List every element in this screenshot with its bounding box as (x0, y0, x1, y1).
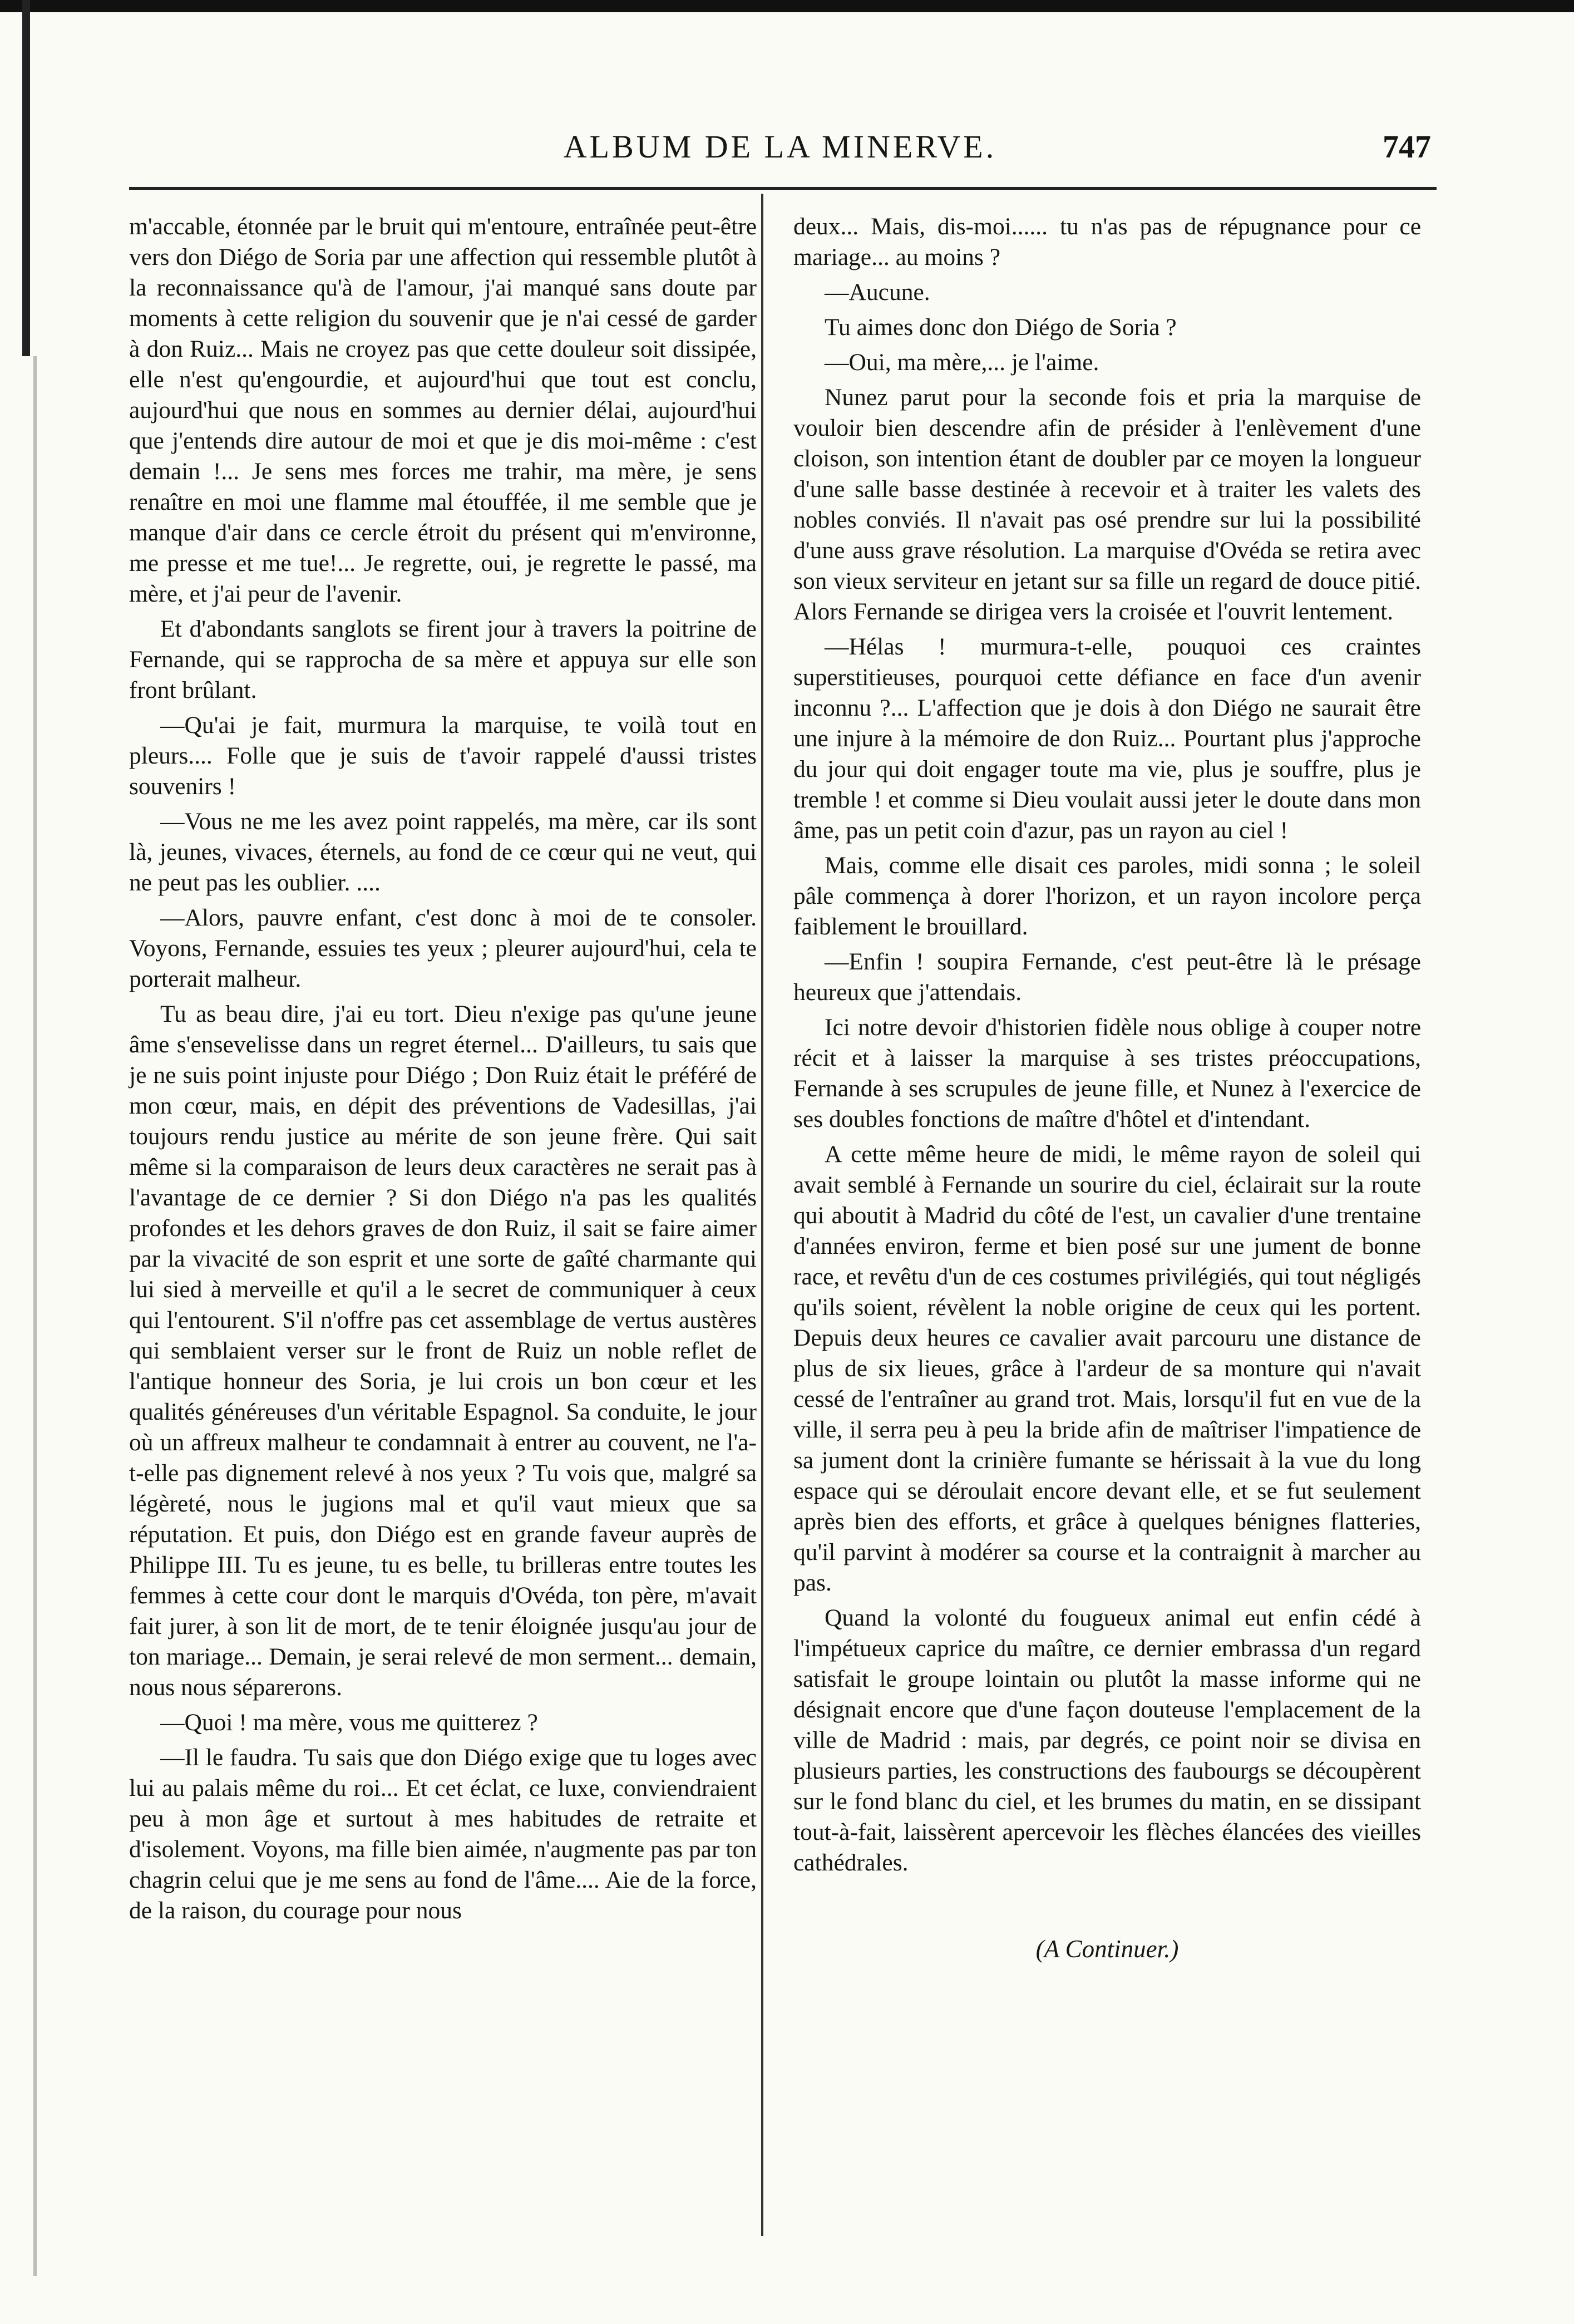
paragraph: —Enfin ! soupira Fernande, c'est peut-être là le présage heureux que j'attendais. (793, 948, 1421, 1006)
paragraph: —Hélas ! murmura-t-elle, pouquoi ces craintes superstitieuses, pourquoi cette défiance en face d'un avenir inconnu ?... L'affection que je dois à don Diégo ne saurait être une injure à la mémoire de don Ruiz... Pourtant plus j'approche du jour qui doit engager toute ma vie, plus je souffre, plus je tremble ! et comme si Dieu voulait aussi jeter le doute dans mon âme, pas un petit coin d'azur, pas un rayon au ciel ! (793, 633, 1421, 844)
paragraph: A cette même heure de midi, le même rayon de soleil qui avait semblé à Fernande un sourire du ciel, éclairait sur la route qui aboutit à Madrid du côté de l'est, un cavalier d'une trentaine d'années environ, ferme et bien posé sur une jument de bonne race, et revêtu d'un de ces costumes privilégiés, qui tout négligés qu'ils soient, révèlent la noble origine de ceux qui les portent. Depuis deux heures ce cavalier avait parcouru une distance de plus de six lieues, grâce à l'ardeur de sa monture qui n'avait cessé de l'entraîner au grand trot. Mais, lorsqu'il fut en vue de la ville, il serra peu à peu la bride afin de maîtriser l'impatience de sa jument dont la crinière fumante se hérissait à la vue du long espace qui se déroulait encore devant elle, et se fut seulement après bien des efforts, et grâce à quelques bénignes flatteries, qu'il parvint à modérer sa course et la contraignit à marcher au pas. (793, 1141, 1421, 1596)
paragraph: —Oui, ma mère,... je l'aime. (825, 349, 1099, 376)
paragraph: —Alors, pauvre enfant, c'est donc à moi de te consoler. Voyons, Fernande, essuies tes yeux ; pleurer aujourd'hui, cela te porterait malheur. (129, 904, 757, 992)
left-column (129, 211, 757, 1931)
paragraph: Tu as beau dire, j'ai eu tort. Dieu n'exige pas qu'une jeune âme s'ensevelisse dans un regret éternel... D'ailleurs, tu sais que je ne suis point injuste pour Diégo ; Don Ruiz était le préféré de mon cœur, mais, en dépit des préventions de Vadesillas, j'ai toujours rendu justice au mérite de son jeune frère. Qui sait même si la comparaison de leurs deux caractères ne serait pas à l'avantage de ce dernier ? Si don Diégo n'a pas les qualités profondes et les dehors graves de don Ruiz, il sait se faire aimer par la vivacité de son esprit et une sorte de gaîté charmante qui lui sied à merveille et qu'il a le secret de communiquer à ceux qui l'entourent. S'il n'offre pas cet assemblage de vertus austères qui semblaient verser sur le front de Ruiz un noble reflet de l'antique honneur des Soria, je lui crois un bon cœur et les qualités généreuses d'un véritable Espagnol. Sa conduite, le jour où un affreux malheur te condamnait à entrer au couvent, ne l'a-t-elle pas dignement relevé à nos yeux ? Tu vois que, malgré sa légèreté, nous le jugions mal et qu'il vaut mieux que sa réputation. Et puis, don Diégo est en grande faveur auprès de Philippe III. Tu es jeune, tu es belle, tu brilleras entre toutes les femmes à cette cour dont le marquis d'Ovéda, ton père, m'avait fait jurer, à son lit de mort, de te tenir éloignée jusqu'au jour de ton mariage... Demain, je serai relevé de mon serment... demain, nous nous séparerons. (129, 1001, 757, 1701)
paragraph: Et d'abondants sanglots se firent jour à travers la poitrine de Fernande, qui se rapprocha de sa mère et appuya sur elle son front brûlant. (129, 616, 757, 703)
continuation-note: (A Continuer.) (1035, 1935, 1179, 1963)
paragraph: Nunez parut pour la seconde fois et pria la marquise de vouloir bien descendre afin de présider à l'enlèvement d'une cloison, son intention étant de doubler par ce moyen la longueur d'une salle basse destinée à recevoir et à traiter les valets des nobles conviés. Il n'avait pas osé prendre sur lui la possibilité d'une auss grave résolution. La marquise d'Ovéda se retira avec son vieux serviteur en jetant sur sa fille un regard de douce pitié. Alors Fernande se dirigea vers la croisée et l'ouvrit lentement. (793, 384, 1421, 625)
paragraph: Quand la volonté du fougueux animal eut enfin cédé à l'impétueux caprice du maître, ce dernier embrassa d'un regard satisfait le groupe lointain ou plutôt la masse informe qui ne désignait encore que d'une façon douteuse l'emplacement de la ville de Madrid : mais, par degrés, ce point noir se divisa en plusieurs parties, les constructions des faubourgs se découpèrent sur le fond blanc du ciel, et les brumes du matin, en se dissipant tout-à-fait, laissèrent apercevoir les flèches élancées des vieilles cathédrales. (793, 1604, 1421, 1876)
paragraph: m'accable, étonnée par le bruit qui m'entoure, entraînée peut-être vers don Diégo de Soria par une affection qui ressemble plutôt à la reconnaissance qu'à de l'amour, j'ai manqué sans doute par moments à cette religion du souvenir que je n'ai cessé de garder à don Ruiz... Mais ne croyez pas que cette douleur soit dissipée, elle n'est qu'engourdie, et aujourd'hui que tout est conclu, aujourd'hui que nous en sommes au dernier délai, aujourd'hui que j'entends dire autour de moi et que je dis moi-même : c'est demain !... Je sens mes forces me trahir, ma mère, je sens renaître en moi une flamme mal étouffée, il me semble que je manque d'air dans ce cercle étroit du présent qui m'environne, me presse et me tue!... Je regrette, oui, je regrette le passé, ma mère, et j'ai peur de l'avenir. (129, 213, 757, 607)
column-divider (761, 194, 763, 2236)
paragraph: Tu aimes donc don Diégo de Soria ? (825, 314, 1177, 341)
paragraph: —Vous ne me les avez point rappelés, ma mère, car ils sont là, jeunes, vivaces, éternels, au fond de ce cœur qui ne veut, qui ne peut pas les oublier. .... (129, 808, 757, 896)
paragraph: —Il le faudra. Tu sais que don Diégo exige que tu loges avec lui au palais même du roi... Et cet éclat, ce luxe, conviendraient peu à mon âge et surtout à mes habitudes de retraite et d'isolement. Voyons, ma fille bien aimée, n'augmente pas par ton chagrin celui que je me sens au fond de l'âme.... Aie de la force, de la raison, du courage pour nous (129, 1744, 757, 1924)
scan-top-edge (0, 0, 1574, 12)
scan-margin-shadow (33, 356, 37, 2276)
page-number: 747 (1383, 129, 1431, 165)
paragraph: Ici notre devoir d'historien fidèle nous oblige à couper notre récit et à laisser la marquise à ses tristes préoccupations, Fernande à ses scrupules de jeune fille, et Nunez à l'exercice de ses doubles fonctions de maître d'hôtel et d'intendant. (793, 1014, 1421, 1133)
paragraph: —Quoi ! ma mère, vous me quitterez ? (160, 1709, 538, 1736)
page-header (129, 128, 1431, 178)
scan-binding-edge (22, 0, 30, 356)
paragraph: —Aucune. (825, 279, 930, 306)
paragraph: —Qu'ai je fait, murmura la marquise, te voilà tout en pleurs.... Folle que je suis de t'avoir rappelé d'aussi tristes souvenirs ! (129, 712, 757, 800)
paragraph: deux... Mais, dis-moi...... tu n'as pas de répugnance pour ce mariage... au moins ? (793, 213, 1421, 270)
right-column (793, 211, 1421, 1964)
header-rule (129, 187, 1437, 190)
paragraph: Mais, comme elle disait ces paroles, midi sonna ; le soleil pâle commença à dorer l'horizon, et un rayon incolore perça faiblement le brouillard. (793, 852, 1421, 940)
journal-title: ALBUM DE LA MINERVE. (563, 129, 997, 165)
